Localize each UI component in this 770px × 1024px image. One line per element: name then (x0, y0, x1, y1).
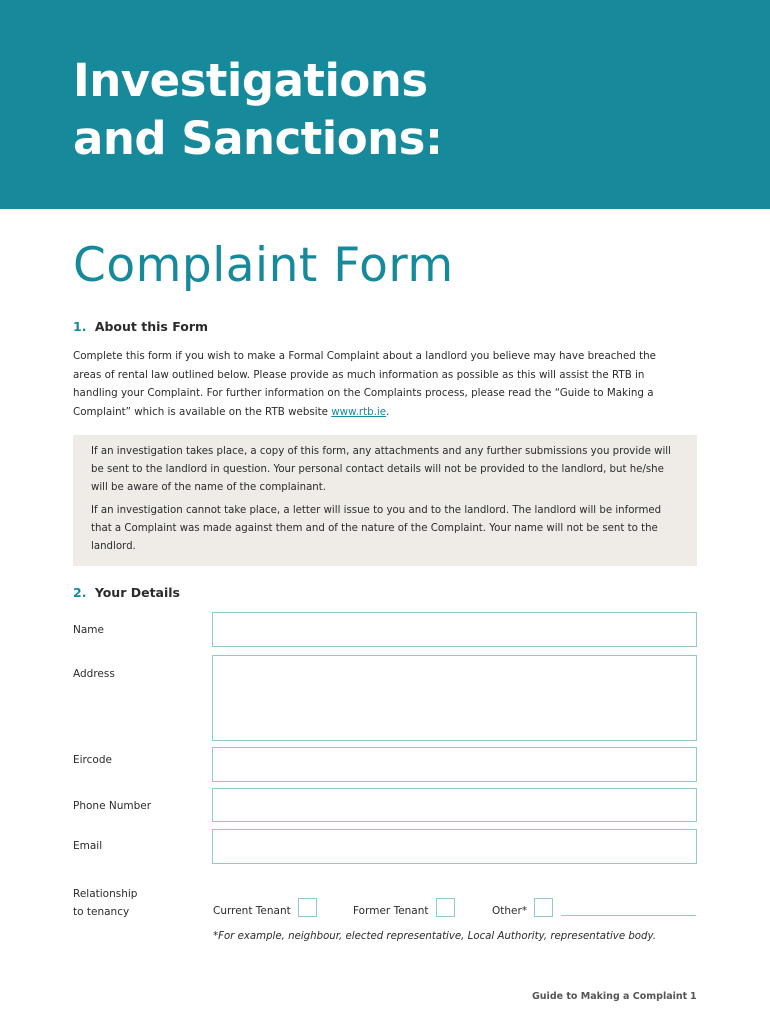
rtb-website-link[interactable]: www.rtb.ie (331, 405, 387, 418)
notice-paragraph-1: If an investigation takes place, a copy of this form, any attachments and any further submissions you provide will be sent to the landlord in question. Your personal contact details will not be provided to the landlord, but he/she will be aware of the name of the complainant. (91, 446, 671, 493)
intro-line-1: Complete this form if you wish to make a Formal Complaint about a landlord you believe may have breached the (73, 350, 656, 362)
intro-line-2: areas of rental law outlined below. Please provide as much information as possible as this will assist the RTB in (73, 368, 645, 381)
phone-label: Phone Number (73, 800, 152, 812)
footer-guide-title: Guide to Making a Complaint (532, 991, 688, 1002)
notice-box (73, 435, 697, 566)
phone-field[interactable] (212, 788, 697, 822)
title-line-2: and Sanctions: (73, 112, 443, 165)
document-title (73, 52, 442, 168)
intro-paragraph (73, 347, 673, 421)
intro-line-4: Complaint” which is available on the RTB website (73, 405, 332, 418)
intro-line-4-end: . (386, 405, 390, 418)
other-checkbox[interactable] (534, 898, 553, 917)
section-1-title: About this Form (94, 319, 209, 334)
former-tenant-label: Former Tenant (353, 905, 429, 917)
name-field[interactable] (212, 612, 697, 647)
email-label: Email (73, 840, 103, 852)
section-2-title: Your Details (94, 585, 180, 600)
relationship-label-line-2: to tenancy (73, 906, 130, 918)
former-tenant-checkbox[interactable] (436, 898, 455, 917)
name-label: Name (73, 624, 104, 636)
address-field[interactable] (212, 655, 697, 741)
form-title: Complaint Form (73, 238, 454, 293)
eircode-label: Eircode (73, 754, 112, 766)
current-tenant-label: Current Tenant (213, 905, 291, 917)
section-2-number: 2. (73, 585, 87, 600)
notice-paragraph-2: If an investigation cannot take place, a letter will issue to you and to the landlord. The landlord will be informed that a Complaint was made against them and of the nature of the Complaint. Your name will not be sent to the landlord. (91, 505, 662, 552)
section-2-heading (73, 585, 180, 600)
page-number: 1 (690, 991, 697, 1002)
address-label: Address (73, 668, 115, 680)
intro-line-3: handling your Complaint. For further information on the Complaints process, please read the “Guide to Making a (73, 387, 654, 399)
section-1-number: 1. (73, 319, 87, 334)
title-line-1: Investigations (73, 54, 428, 107)
email-field[interactable] (212, 829, 697, 864)
section-1-heading (73, 319, 208, 334)
relationship-label (73, 885, 137, 921)
other-specify-line[interactable] (561, 915, 696, 916)
current-tenant-checkbox[interactable] (298, 898, 317, 917)
relationship-label-line-1: Relationship (73, 888, 138, 900)
relationship-footnote: *For example, neighbour, elected representative, Local Authority, representative body. (213, 931, 656, 942)
header-banner (0, 0, 770, 209)
other-label: Other* (492, 905, 528, 917)
eircode-field[interactable] (212, 747, 697, 782)
